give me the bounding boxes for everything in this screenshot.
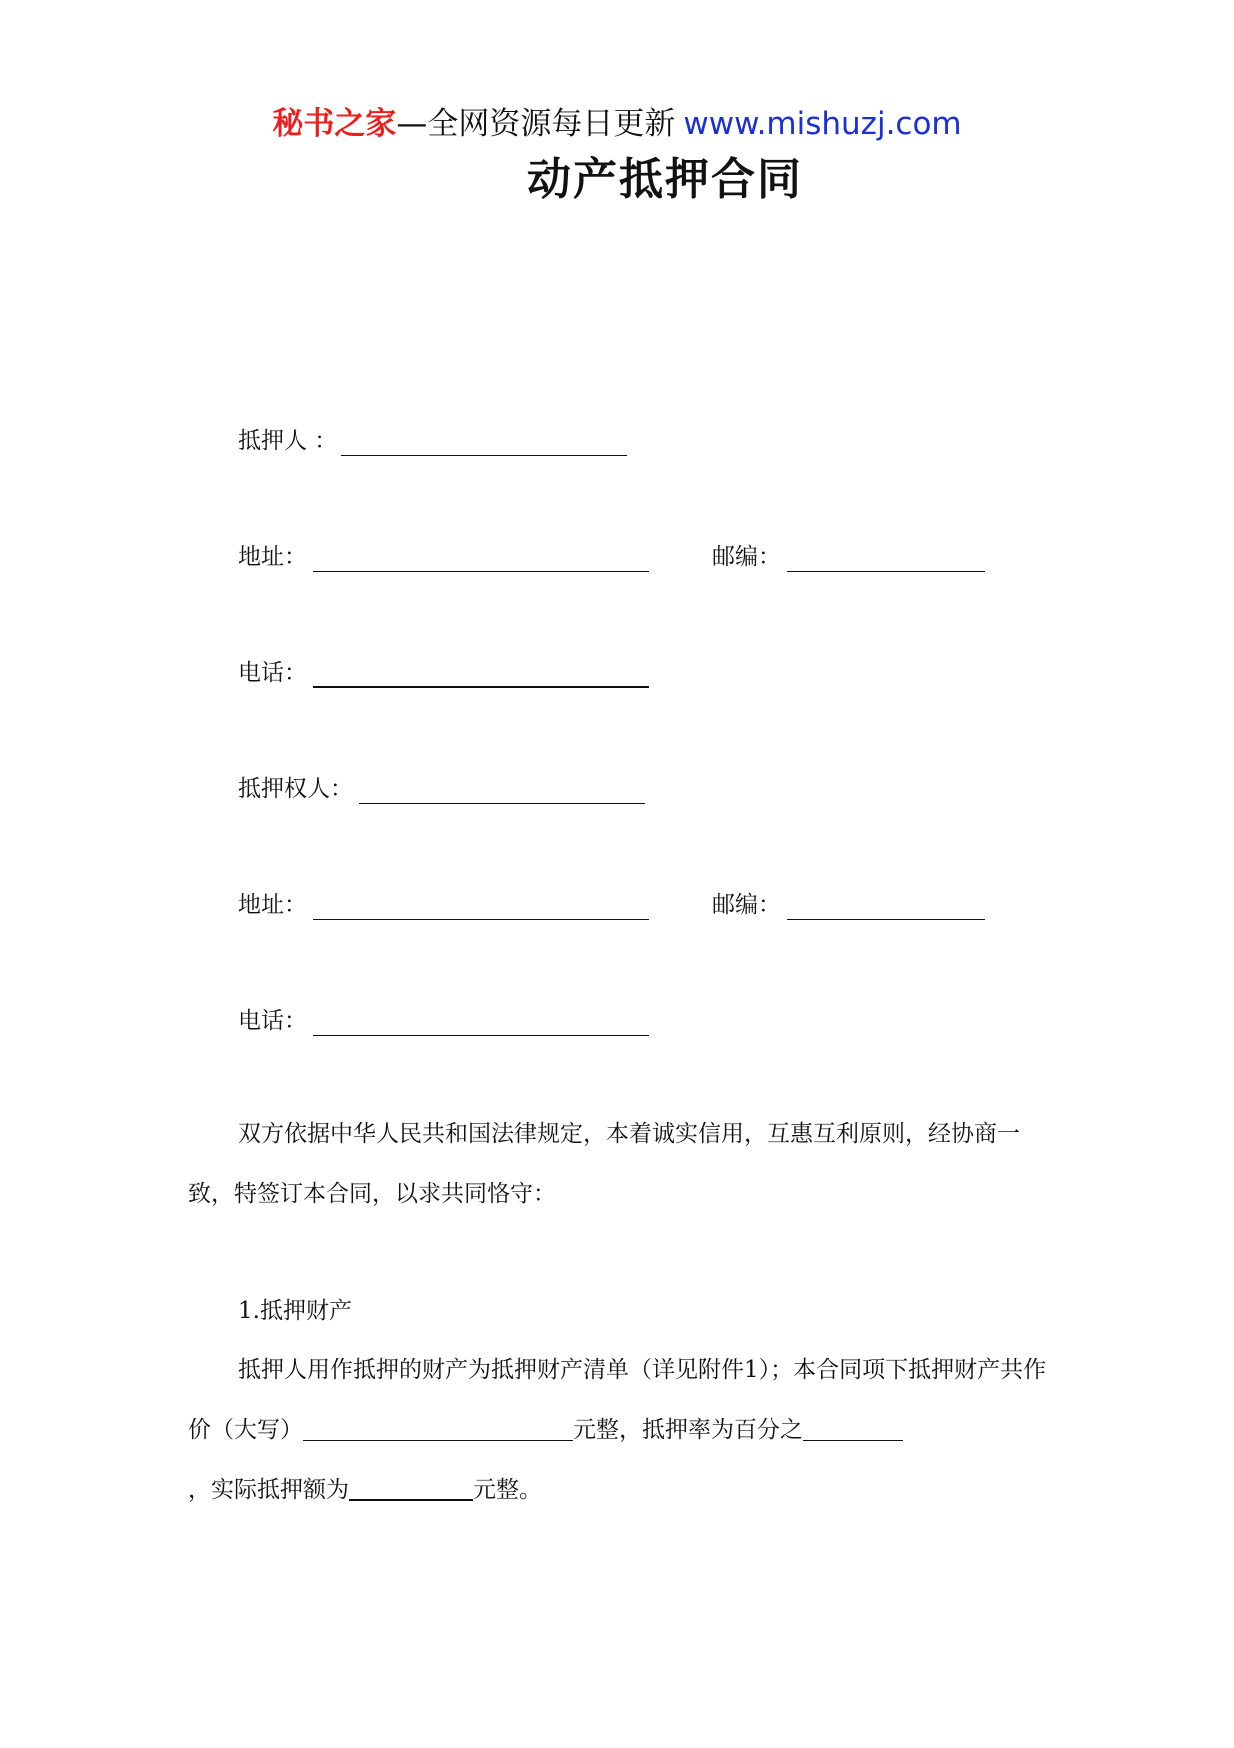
mortgagor-address-label: 地址：	[238, 544, 307, 570]
banner-brand: 秘书之家	[272, 106, 397, 142]
mortgagor-address-blank[interactable]	[313, 547, 649, 572]
mortgagor-label: 抵押人 ：	[238, 428, 338, 454]
mortgagor-postcode-field	[712, 542, 985, 572]
intro-text: 双方依据中华人民共和国法律规定，本着诚实信用，互惠互利原则，经协商一致，特签订本合同，以求共同恪守：	[188, 1121, 1020, 1207]
mortgagor-postcode-blank[interactable]	[787, 547, 985, 572]
mortgagee-phone-blank[interactable]	[313, 1011, 649, 1036]
section-1-heading: 1.抵押财产	[238, 1298, 352, 1324]
mortgagee-label: 抵押权人：	[238, 776, 353, 802]
section-1-text-1: 抵押人用作抵押的财产为抵押财产清单（详见附件1）；本合同项下抵押财产共作价（大写）	[188, 1357, 1047, 1443]
actual-amount-blank[interactable]	[349, 1475, 473, 1501]
document-title: 动产抵押合同	[527, 154, 803, 205]
mortgagor-postcode-label: 邮编：	[712, 544, 781, 570]
mortgagee-postcode-field	[712, 890, 985, 920]
banner-url-link[interactable]: www.mishuzj.com	[683, 106, 962, 142]
collateral-value-blank[interactable]	[303, 1416, 573, 1441]
mortgagee-address-label: 地址：	[238, 892, 307, 918]
banner-slogan: —全网资源每日更新	[396, 106, 676, 142]
mortgagee-blank[interactable]	[359, 779, 645, 804]
mortgagor-address-field	[238, 542, 649, 572]
intro-paragraph	[188, 1104, 1048, 1224]
mortgagor-phone-blank[interactable]	[313, 662, 649, 688]
mortgagee-phone-field	[238, 1006, 649, 1036]
mortgagee-field	[238, 774, 645, 804]
section-1-text-4: 元整。	[473, 1477, 542, 1503]
mortgagee-phone-label: 电话：	[238, 1008, 307, 1034]
mortgagee-address-blank[interactable]	[313, 895, 649, 920]
section-1-paragraph	[188, 1340, 1048, 1520]
mortgagor-phone-field	[238, 658, 649, 688]
mortgagee-address-field	[238, 890, 649, 920]
mortgage-rate-blank[interactable]	[803, 1416, 903, 1441]
mortgagor-blank[interactable]	[341, 431, 627, 456]
mortgagor-field	[238, 426, 627, 456]
mortgagee-postcode-blank[interactable]	[787, 895, 985, 920]
site-banner	[0, 104, 1234, 144]
section-1-text-3: ，实际抵押额为	[188, 1477, 349, 1503]
mortgagor-phone-label: 电话：	[238, 660, 307, 686]
section-1-text-2: 元整，抵押率为百分之	[573, 1417, 803, 1443]
mortgagee-postcode-label: 邮编：	[712, 892, 781, 918]
